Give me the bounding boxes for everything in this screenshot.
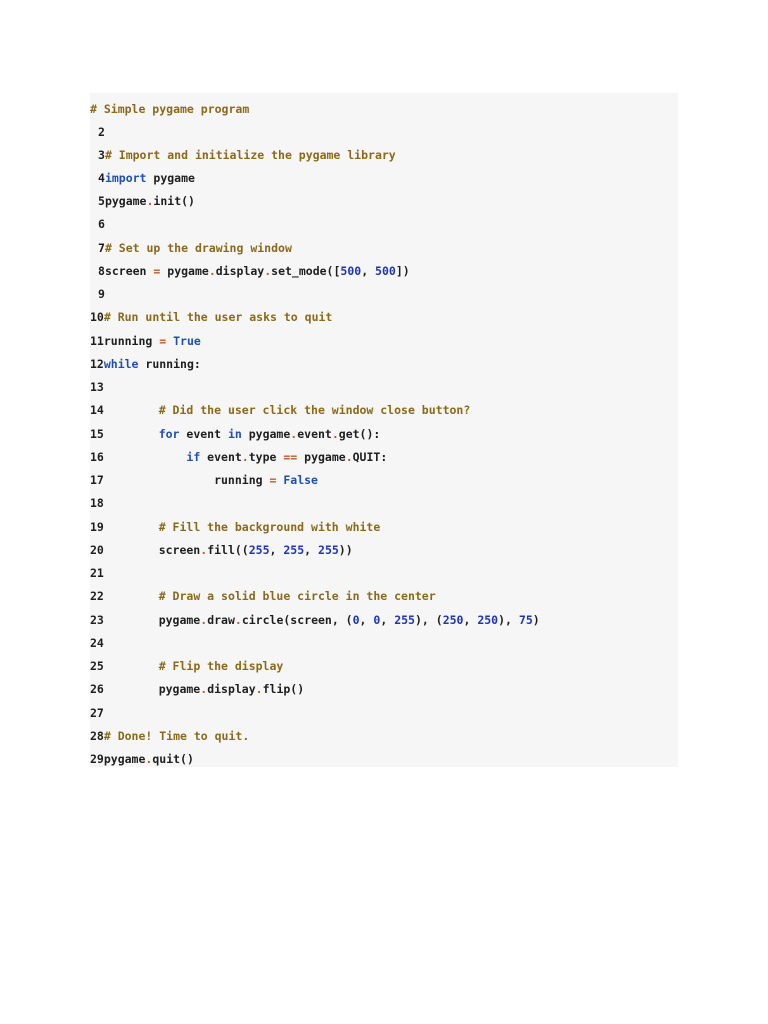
- line-number: 7: [98, 241, 105, 255]
- code-token: pygame: [103, 752, 146, 766]
- code-token: 255: [248, 543, 270, 557]
- code-text: [105, 171, 195, 185]
- line-number: 6: [98, 217, 105, 231]
- code-token: .: [200, 682, 208, 696]
- line-number: 28: [90, 729, 104, 743]
- code-text: [105, 194, 195, 208]
- code-line: [90, 400, 471, 420]
- code-token: if: [186, 450, 201, 464]
- code-line: [90, 703, 104, 723]
- code-token: # Simple pygame program: [90, 102, 250, 116]
- line-number: 19: [90, 520, 104, 534]
- code-token: ,: [361, 264, 376, 278]
- code-token: False: [283, 473, 318, 487]
- code-line: [98, 214, 105, 234]
- code-token: 500: [340, 264, 362, 278]
- code-text: [104, 357, 201, 371]
- code-text: [105, 148, 396, 162]
- code-token: .: [255, 682, 263, 696]
- line-number: 17: [90, 473, 104, 487]
- code-text: [104, 729, 249, 743]
- code-token: =: [159, 334, 167, 348]
- code-line: [98, 238, 292, 258]
- code-token: get():: [338, 427, 381, 441]
- line-number: 16: [90, 450, 104, 464]
- code-token: ]): [395, 264, 410, 278]
- code-token: display: [207, 682, 256, 696]
- code-line: [90, 586, 436, 606]
- code-line: [90, 331, 201, 351]
- line-number: 13: [90, 380, 104, 394]
- code-line: [90, 563, 104, 583]
- code-token: running: [103, 334, 160, 348]
- code-line: [90, 749, 194, 769]
- line-number: 12: [90, 357, 104, 371]
- code-token: in: [227, 427, 242, 441]
- code-token: circle(screen, (: [241, 613, 353, 627]
- code-token: .: [200, 613, 208, 627]
- code-line: [98, 191, 195, 211]
- code-token: # Fill the background with white: [158, 520, 381, 534]
- code-token: # Done! Time to quit.: [103, 729, 250, 743]
- code-text: [131, 586, 436, 606]
- code-token: event: [200, 450, 242, 464]
- code-token: .: [331, 427, 339, 441]
- code-token: pygame: [146, 171, 195, 185]
- code-token: 255: [318, 543, 339, 557]
- code-token: # Run until the user asks to quit: [103, 310, 333, 324]
- code-text: [104, 752, 194, 766]
- code-text: [105, 241, 292, 255]
- code-token: screen: [104, 264, 154, 278]
- line-number: 22: [90, 589, 104, 603]
- code-token: 250: [477, 613, 499, 627]
- code-token: pygame: [131, 613, 201, 627]
- line-number: 8: [98, 264, 105, 278]
- code-token: ): [532, 613, 540, 627]
- code-token: running:: [138, 357, 201, 371]
- code-text: [131, 424, 380, 444]
- code-line: [90, 726, 249, 746]
- code-token: import: [104, 171, 147, 185]
- code-token: ==: [283, 450, 298, 464]
- code-text: [131, 447, 387, 467]
- code-line: [90, 377, 104, 397]
- code-token: draw: [207, 613, 235, 627]
- line-number: 18: [90, 496, 104, 510]
- code-token: [131, 450, 186, 464]
- code-token: quit(): [152, 752, 194, 766]
- line-number: 20: [90, 543, 104, 557]
- code-token: 255: [283, 543, 305, 557]
- code-token: pygame: [131, 682, 201, 696]
- code-line: [90, 679, 305, 699]
- code-line: [98, 145, 396, 165]
- code-token: pygame: [297, 450, 346, 464]
- code-token: pygame: [241, 427, 291, 441]
- code-token: =: [269, 473, 277, 487]
- code-text: [131, 470, 318, 490]
- code-token: ,: [380, 613, 395, 627]
- code-token: screen: [131, 543, 201, 557]
- code-token: set_mode([: [271, 264, 341, 278]
- code-token: .: [241, 450, 249, 464]
- code-token: 75: [518, 613, 533, 627]
- code-text: [131, 656, 283, 676]
- code-token: # Did the user click the window close button?: [158, 403, 471, 417]
- line-number: 27: [90, 706, 104, 720]
- code-token: flip(): [262, 682, 305, 696]
- code-token: running: [131, 473, 270, 487]
- code-token: ,: [304, 543, 319, 557]
- code-token: pygame: [104, 194, 147, 208]
- code-line: [90, 354, 201, 374]
- code-text: [131, 517, 380, 537]
- code-token: # Flip the display: [158, 659, 284, 673]
- code-token: [131, 589, 159, 603]
- line-number: 10: [90, 310, 104, 324]
- code-token: init(): [153, 194, 195, 208]
- line-number: 25: [90, 659, 104, 673]
- line-number: 4: [98, 171, 105, 185]
- code-token: for: [158, 427, 180, 441]
- code-token: .: [264, 264, 272, 278]
- code-line: [90, 633, 104, 653]
- line-number: 24: [90, 636, 104, 650]
- code-token: 255: [394, 613, 415, 627]
- code-token: display: [215, 264, 265, 278]
- code-text: [90, 102, 249, 116]
- code-line: [90, 470, 318, 490]
- code-token: ,: [269, 543, 284, 557]
- code-token: ,: [463, 613, 478, 627]
- code-token: type: [248, 450, 284, 464]
- code-line: [90, 610, 540, 630]
- code-line: [90, 656, 284, 676]
- code-token: fill((: [207, 543, 249, 557]
- code-token: ,: [359, 613, 374, 627]
- code-token: [131, 403, 159, 417]
- code-token: event: [179, 427, 228, 441]
- line-number: 26: [90, 682, 104, 696]
- code-line: [90, 424, 381, 444]
- code-token: .: [146, 194, 154, 208]
- code-token: [131, 427, 159, 441]
- code-token: )): [338, 543, 353, 557]
- code-token: QUIT:: [352, 450, 388, 464]
- code-token: .: [145, 752, 153, 766]
- code-token: .: [200, 543, 208, 557]
- code-token: while: [103, 357, 139, 371]
- code-line: [90, 99, 249, 119]
- code-token: .: [345, 450, 353, 464]
- code-block: [90, 93, 678, 767]
- code-token: [131, 520, 159, 534]
- code-token: # Draw a solid blue circle in the center: [158, 589, 436, 603]
- line-number: 14: [90, 403, 104, 417]
- line-number: 15: [90, 427, 104, 441]
- code-text: [104, 334, 201, 348]
- line-number: 21: [90, 566, 104, 580]
- code-token: ), (: [414, 613, 443, 627]
- line-number: 2: [98, 125, 105, 139]
- code-token: # Import and initialize the pygame library: [104, 148, 396, 162]
- code-token: 0: [373, 613, 381, 627]
- code-line: [90, 307, 332, 327]
- line-number: 3: [98, 148, 105, 162]
- code-line: [98, 261, 410, 281]
- code-text: [131, 540, 353, 560]
- code-token: True: [173, 334, 201, 348]
- code-token: .: [208, 264, 216, 278]
- code-token: [131, 659, 159, 673]
- line-number: 5: [98, 194, 105, 208]
- code-token: =: [153, 264, 161, 278]
- code-line: [90, 517, 381, 537]
- code-text: [131, 610, 540, 630]
- code-line: [90, 540, 353, 560]
- code-line: [98, 168, 195, 188]
- code-line: [98, 284, 105, 304]
- code-token: .: [290, 427, 298, 441]
- code-token: 250: [442, 613, 464, 627]
- line-number: 9: [98, 287, 105, 301]
- code-token: ),: [498, 613, 519, 627]
- code-token: # Set up the drawing window: [104, 241, 292, 255]
- code-line: [90, 447, 388, 467]
- code-line: [98, 122, 105, 142]
- code-token: 0: [352, 613, 360, 627]
- code-text: [105, 264, 410, 278]
- code-text: [131, 679, 304, 699]
- line-number: 11: [90, 334, 104, 348]
- code-token: 500: [375, 264, 396, 278]
- line-number: 23: [90, 613, 104, 627]
- code-text: [131, 400, 470, 420]
- code-text: [104, 310, 332, 324]
- line-number: 29: [90, 752, 104, 766]
- code-line: [90, 493, 104, 513]
- code-token: .: [234, 613, 242, 627]
- code-token: pygame: [160, 264, 209, 278]
- code-token: event: [297, 427, 332, 441]
